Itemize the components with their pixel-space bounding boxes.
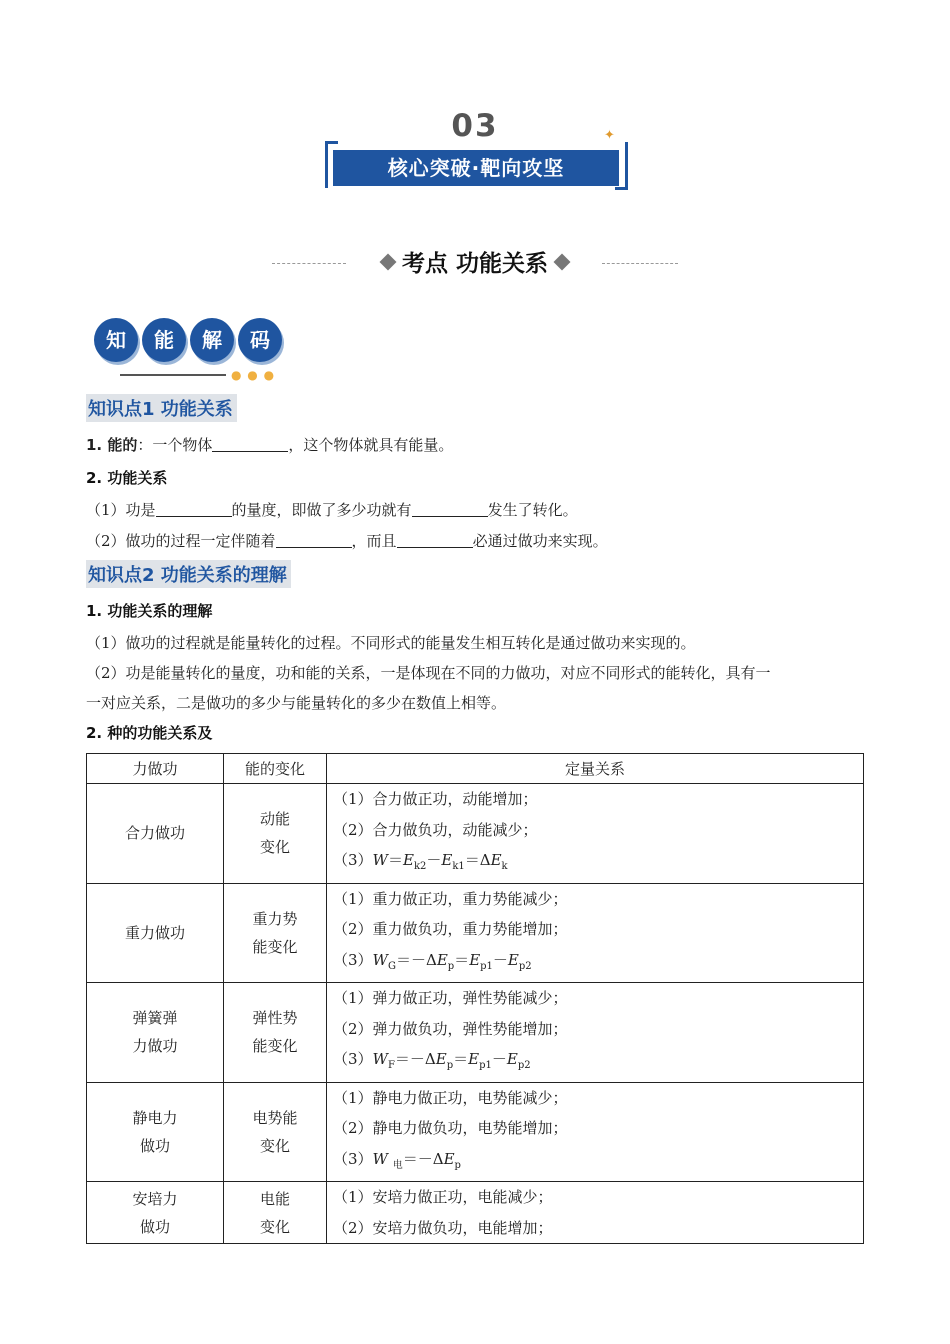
quant-line: （2）静电力做负功，电势能增加； (333, 1119, 568, 1137)
cell-force (87, 784, 224, 884)
force-line: 做功 (139, 1136, 170, 1155)
fill-blank (397, 533, 473, 548)
cell-energy (224, 1182, 327, 1244)
energy-line: 能变化 (252, 1037, 298, 1056)
formula-prefix: （3） (333, 851, 373, 869)
energy-line: 变化 (259, 838, 290, 857)
quant-formula: $(3)W_G=-\Delta E_p=E_{p1}-E_{p2}$ (333, 950, 532, 972)
cell-energy (224, 1082, 327, 1182)
kp1-item1 (86, 434, 453, 455)
kp1-sub2-c: 必通过做功来实现。 (472, 532, 608, 550)
force-line: 弹簧弹 (132, 1009, 178, 1028)
quant-line: （1）静电力做正功，电势能减少； (333, 1088, 568, 1107)
header-energy-change: 能的变化 (224, 754, 327, 784)
diamond-icon (379, 254, 396, 271)
kp2-p2-line1: （2）功是能量转化的量度，功和能的关系，一是体现在不同的力做功，对应不同形式的能转化，具有一 (86, 664, 771, 682)
cell-quant (327, 1082, 864, 1182)
section-title-row (272, 246, 678, 282)
kp1-sub1-b: 的量度，即做了多少功就有 (231, 501, 412, 519)
sparkle-star-icon: ✦ (604, 128, 615, 143)
force-line: 做功 (139, 1217, 170, 1236)
quant-line: （2）弹力做负功，弹性势能增加； (333, 1019, 568, 1038)
table-row (87, 983, 864, 1083)
badge-jie: 解 (190, 318, 234, 362)
quant-line: （2）重力做负功，重力势能增加； (333, 920, 568, 938)
quant-formula: $(3)W_F=-\Delta E_p=E_{p1}-E_{p2}$ (333, 1050, 531, 1071)
cell-quant (327, 1182, 864, 1244)
header-force: 力做功 (87, 754, 224, 784)
banner-title: 核心突破·靶向攻坚 (333, 150, 619, 186)
formula-prefix: （3） (333, 1149, 373, 1168)
diamond-icon (554, 254, 571, 271)
force-line: 重力做功 (124, 923, 185, 942)
kp1-item1-text-a: ：一个物体 (137, 436, 213, 454)
cell-force (87, 883, 224, 983)
kp1-item2-title: 2. 功能关系 (86, 469, 168, 487)
quant-formula: （3）W $_电=-\Delta E_p$ (333, 1149, 461, 1171)
energy-line: 电能 (259, 1189, 290, 1208)
cell-energy (224, 883, 327, 983)
force-line: 合力做功 (124, 824, 185, 843)
kp1-sub1-a: （1）功是 (86, 501, 156, 519)
force-line: 安培力 (132, 1189, 178, 1208)
badge-ma: 码 (238, 318, 282, 362)
kp1-sub1-c: 发生了转化。 (487, 501, 578, 519)
kp1-sub2 (86, 530, 608, 551)
kp2-item2-title: 2. 种的功能关系及 (86, 724, 213, 742)
work-energy-table (86, 753, 864, 1244)
kp1-sub2-b: ，而且 (351, 532, 397, 550)
table-header-row (87, 754, 864, 784)
table-row (87, 784, 864, 884)
quant-line: （1）安培力做正功，电能减少； (333, 1188, 553, 1206)
kp1-item1-title: 1. 能的 (86, 436, 138, 454)
cell-quant (327, 883, 864, 983)
table-row (87, 1182, 864, 1244)
force-line: 力做功 (132, 1037, 178, 1056)
kp2-heading: 知识点2 功能关系的理解 (86, 560, 291, 588)
table-row (87, 1082, 864, 1182)
energy-line: 弹性势 (252, 1009, 298, 1028)
kp1-item1-text-b: ，这个物体就具有能量。 (288, 436, 454, 454)
cell-energy (224, 983, 327, 1083)
cell-energy (224, 784, 327, 884)
quant-line: （2）安培力做负功，电能增加； (333, 1218, 553, 1237)
kp1-sub1 (86, 499, 578, 520)
kp2-item1-title: 1. 功能关系的理解 (86, 602, 213, 620)
quant-line: （1）合力做正功，动能增加； (333, 790, 538, 808)
formula-prefix: （3） (333, 1050, 373, 1068)
fill-blank (212, 437, 288, 452)
cell-quant (327, 784, 864, 884)
dots-icon: ● ● ● (231, 368, 276, 382)
energy-line: 能变化 (252, 937, 298, 956)
header-quantitative: 定量关系 (327, 754, 864, 784)
table-row (87, 883, 864, 983)
quant-formula: $(3)W=E_{k2}-E_{k1}=\Delta E_k$ (333, 851, 508, 872)
kp1-heading: 知识点1 功能关系 (86, 394, 237, 422)
quant-line: （1）重力做正功，重力势能减少； (333, 889, 568, 908)
cell-force (87, 1082, 224, 1182)
energy-line: 重力势 (252, 909, 298, 928)
energy-line: 动能 (259, 810, 290, 829)
cell-force (87, 983, 224, 1083)
fill-blank (156, 502, 232, 517)
quant-line: （2）合力做负功，动能减少； (333, 820, 538, 839)
section-title (272, 246, 678, 282)
badge-neng: 能 (142, 318, 186, 362)
fill-blank (276, 533, 352, 548)
formula-prefix: （3） (333, 950, 373, 969)
section-title-text: 考点 功能关系 (401, 251, 548, 277)
quant-line: （1）弹力做正功，弹性势能减少； (333, 989, 568, 1007)
energy-line: 变化 (259, 1136, 290, 1155)
kp1-sub2-a: （2）做功的过程一定伴随着 (86, 532, 276, 550)
cell-force (87, 1182, 224, 1244)
fill-blank (412, 502, 488, 517)
cell-quant (327, 983, 864, 1083)
kp2-p1: （1）做功的过程就是能量转化的过程。不同形式的能量发生相互转化是通过做功来实现的。 (86, 634, 696, 652)
badge-zhi: 知 (94, 318, 138, 362)
energy-line: 电势能 (252, 1108, 298, 1127)
badge-underline (120, 374, 226, 376)
energy-line: 变化 (259, 1217, 290, 1236)
kp2-p2-line2: 一对应关系，二是做功的多少与能量转化的多少在数值上相等。 (86, 694, 507, 712)
force-line: 静电力 (132, 1108, 178, 1127)
section-number: 03 (451, 108, 499, 144)
